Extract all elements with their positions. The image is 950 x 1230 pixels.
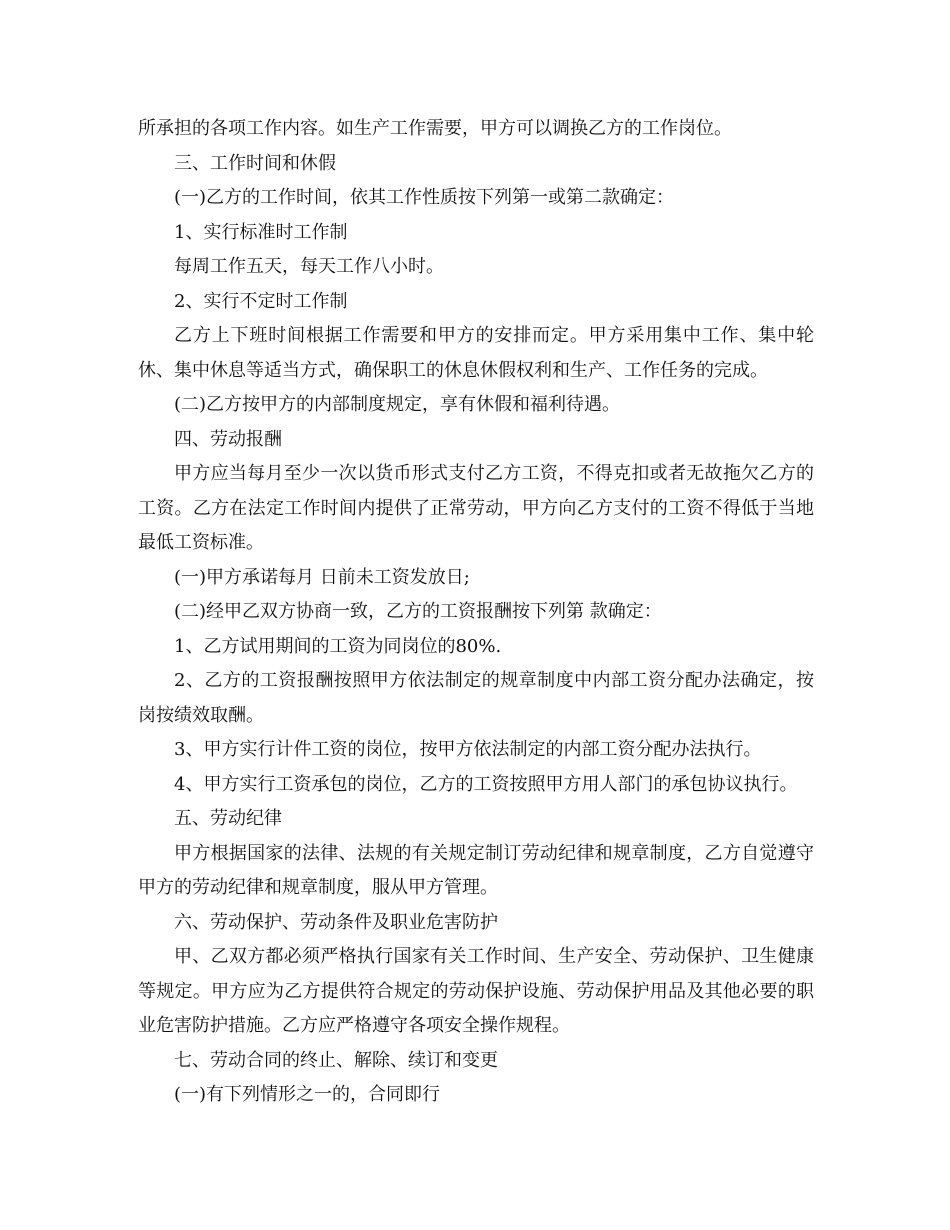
document-body [138,112,814,1113]
section-heading: 七、劳动合同的终止、解除、续订和变更 [174,1049,498,1071]
paragraph: 4、甲方实行工资承包的岗位，乙方的工资按照甲方用人部门的承包协议执行。 [174,773,798,795]
paragraph: 3、甲方实行计件工资的岗位，按甲方依法制定的内部工资分配办法执行。 [174,739,762,760]
paragraph: 所承担的各项工作内容。如生产工作需要，甲方可以调换乙方的工作岗位。 [138,118,732,139]
paragraph: 1、实行标准时工作制 [174,221,348,243]
paragraph: 乙方上下班时间根据工作需要和甲方的安排而定。甲方采用集中工作、集中轮休、集中休息等适当方式，确保职工的休息休假权利和生产、工作任务的完成。 [138,325,814,381]
paragraph: 甲、乙双方都必须严格执行国家有关工作时间、生产安全、劳动保护、卫生健康等规定。甲方应为乙方提供符合规定的劳动保护设施、劳动保护用品及其他必要的职业危害防护措施。乙方应严格遵守各项安全操作规程。 [138,946,814,1036]
paragraph: 1、乙方试用期间的工资为同岗位的80%. [174,635,502,657]
paragraph: (一)有下列情形之一的，合同即行 [174,1084,441,1105]
section-heading: 五、劳动纪律 [174,808,282,829]
section-heading: 六、劳动保护、劳动条件及职业危害防护 [174,911,498,933]
paragraph: (一)乙方的工作时间，依其工作性质按下列第一或第二款确定： [174,187,675,208]
paragraph: (二)乙方按甲方的内部制度规定，享有休假和福利待遇。 [174,394,621,415]
paragraph: (二)经甲乙双方协商一致，乙方的工资报酬按下列第 款确定： [174,601,662,622]
paragraph: 每周工作五天，每天工作八小时。 [174,256,444,277]
section-heading: 四、劳动报酬 [174,428,282,450]
paragraph: 2、乙方的工资报酬按照甲方依法制定的规章制度中内部工资分配办法确定，按岗按绩效取酬。 [138,670,814,726]
section-heading: 三、工作时间和休假 [174,152,336,174]
paragraph: (一)甲方承诺每月 日前未工资发放日; [174,566,470,588]
paragraph: 2、实行不定时工作制 [174,290,348,312]
paragraph: 甲方根据国家的法律、法规的有关规定制订劳动纪律和规章制度，乙方自觉遵守甲方的劳动纪律和规章制度，服从甲方管理。 [138,842,814,898]
paragraph: 甲方应当每月至少一次以货币形式支付乙方工资，不得克扣或者无故拖欠乙方的工资。乙方在法定工作时间内提供了正常劳动，甲方向乙方支付的工资不得低于当地最低工资标准。 [138,463,814,553]
